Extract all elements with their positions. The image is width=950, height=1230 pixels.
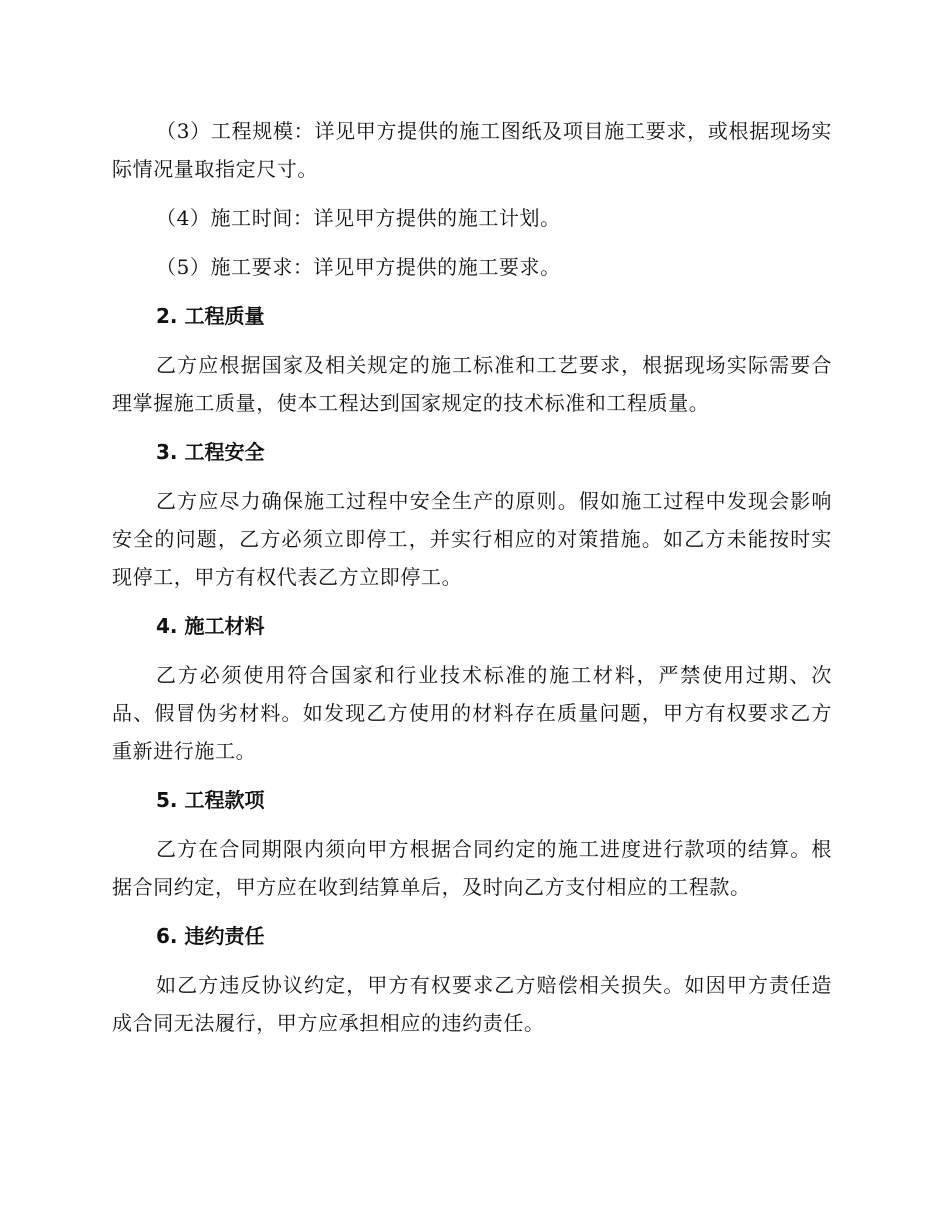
section-body-safety: 乙方应尽力确保施工过程中安全生产的原则。假如施工过程中发现会影响安全的问题，乙方必须立即停工，并实行相应的对策措施。如乙方未能按时实现停工，甲方有权代表乙方立即停工。 <box>112 489 832 589</box>
section-heading-liability: 6. 违约责任 <box>156 924 265 948</box>
section-heading-payment: 5. 工程款项 <box>156 788 265 812</box>
clause-4-time: （4）施工时间：详见甲方提供的施工计划。 <box>156 206 561 230</box>
clause-5-requirements: （5）施工要求：详见甲方提供的施工要求。 <box>156 255 561 279</box>
clause-3-scale: （3）工程规模：详见甲方提供的施工图纸及项目施工要求，或根据现场实际情况量取指定尺寸。 <box>112 119 832 181</box>
section-heading-safety: 3. 工程安全 <box>156 440 265 464</box>
section-heading-materials: 4. 施工材料 <box>156 614 265 638</box>
section-body-payment: 乙方在合同期限内须向甲方根据合同约定的施工进度进行款项的结算。根据合同约定，甲方应在收到结算单后，及时向乙方支付相应的工程款。 <box>112 837 832 899</box>
section-body-quality: 乙方应根据国家及相关规定的施工标准和工艺要求，根据现场实际需要合理掌握施工质量，使本工程达到国家规定的技术标准和工程质量。 <box>112 353 832 415</box>
section-body-liability: 如乙方违反协议约定，甲方有权要求乙方赔偿相关损失。如因甲方责任造成合同无法履行，甲方应承担相应的违约责任。 <box>112 973 832 1035</box>
section-body-materials: 乙方必须使用符合国家和行业技术标准的施工材料，严禁使用过期、次品、假冒伪劣材料。如发现乙方使用的材料存在质量问题，甲方有权要求乙方重新进行施工。 <box>112 663 832 763</box>
section-heading-quality: 2. 工程质量 <box>156 304 265 328</box>
document-page <box>112 112 832 1053</box>
